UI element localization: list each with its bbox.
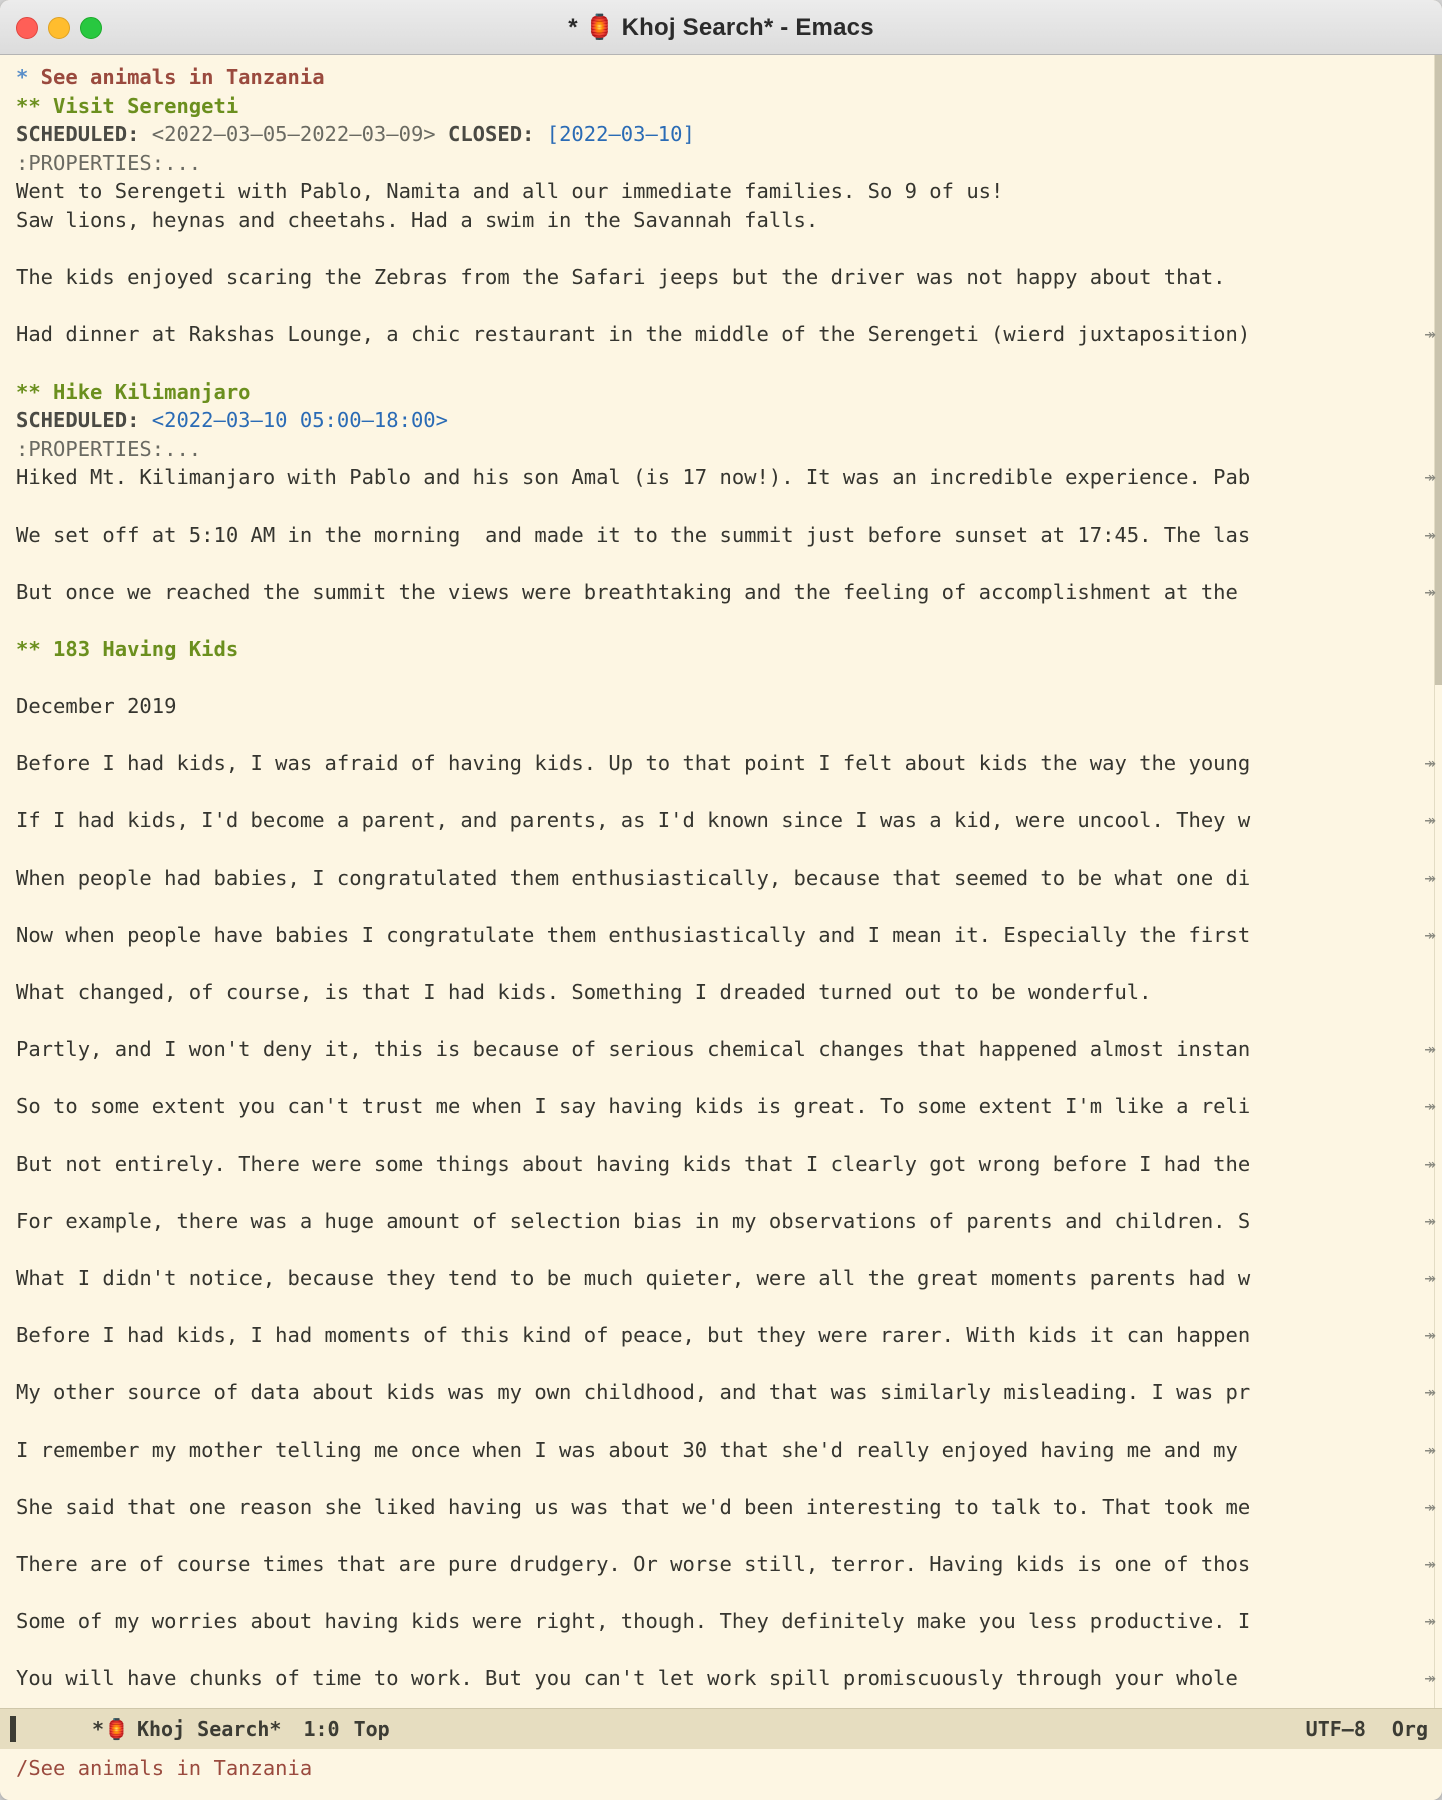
buffer-line bbox=[0, 378, 1442, 407]
window-controls bbox=[16, 17, 102, 39]
window-title-main: Khoj Search* bbox=[621, 14, 774, 41]
buffer-text-line: Hiked Mt. Kilimanjaro with Pablo and his son Amal (is 17 now!). It was an incredible experience. Pab ↠ bbox=[0, 463, 1442, 492]
org-properties-drawer[interactable]: :PROPERTIES:... bbox=[16, 436, 202, 461]
minimize-button[interactable] bbox=[48, 17, 70, 39]
org-properties-drawer[interactable]: :PROPERTIES:... bbox=[16, 150, 202, 175]
buffer-text-line: Went to Serengeti with Pablo, Namita and all our immediate families. So 9 of us! bbox=[16, 179, 1004, 204]
org-scheduled-keyword: SCHEDULED: bbox=[16, 122, 140, 147]
modeline-mark bbox=[10, 1716, 16, 1742]
buffer-line bbox=[0, 406, 1442, 435]
org-scheduled-timestamp[interactable]: <2022‒03‒10 05:00‒18:00> bbox=[139, 408, 448, 433]
buffer-text-line: What I didn't notice, because they tend to be much quieter, were all the great moments parents had w ↠ bbox=[0, 1264, 1442, 1293]
buffer-text-line: What changed, of course, is that I had kids. Something I dreaded turned out to be wonderful. bbox=[16, 980, 1152, 1004]
line-continuation-arrow-icon: ↠ bbox=[1424, 809, 1436, 832]
line-continuation-arrow-icon: ↠ bbox=[1424, 923, 1436, 946]
modeline-coding: UTF‒8 bbox=[1305, 1717, 1366, 1741]
modeline-right bbox=[1306, 1717, 1428, 1741]
org-bullet: ** bbox=[16, 379, 41, 404]
buffer-line bbox=[0, 1007, 1442, 1036]
modeline-scroll-state: Top bbox=[353, 1717, 390, 1741]
mode-line bbox=[0, 1708, 1442, 1749]
line-continuation-arrow-icon: ↠ bbox=[1424, 752, 1436, 775]
buffer-text-line: Now when people have babies I congratulate them enthusiastically and I mean it. Especially the first ↠ bbox=[0, 921, 1442, 950]
window-title bbox=[0, 0, 1442, 55]
line-continuation-arrow-icon: ↠ bbox=[1424, 1610, 1436, 1633]
buffer-line bbox=[0, 1178, 1442, 1207]
org-bullet: ** bbox=[16, 636, 41, 661]
org-bullet: ** bbox=[16, 93, 41, 118]
org-heading-level1: See animals in Tanzania bbox=[28, 65, 325, 89]
buffer-text-line: You will have chunks of time to work. But you can't let work spill promiscuously through your whole ↠ bbox=[0, 1664, 1442, 1693]
buffer-line bbox=[0, 549, 1442, 578]
buffer-line bbox=[0, 349, 1442, 378]
line-continuation-arrow-icon: ↠ bbox=[1424, 1324, 1436, 1347]
buffer-text-line: When people had babies, I congratulated them enthusiastically, because that seemed to be what one di ↠ bbox=[0, 864, 1442, 893]
buffer-line bbox=[0, 1693, 1442, 1708]
org-buffer[interactable] bbox=[0, 55, 1442, 1708]
buffer-text-line: Partly, and I won't deny it, this is because of serious chemical changes that happened almost instan ↠ bbox=[0, 1035, 1442, 1064]
zoom-button[interactable] bbox=[80, 17, 102, 39]
modeline-buffer-star: * bbox=[92, 1717, 105, 1741]
lantern-icon-modeline: 🏮 bbox=[104, 1717, 129, 1741]
org-heading-level2: 183 Having Kids bbox=[40, 636, 239, 661]
buffer-text-line: So to some extent you can't trust me when I say having kids is great. To some extent I'm like a reli ↠ bbox=[0, 1092, 1442, 1121]
buffer-text-line: We set off at 5:10 AM in the morning and made it to the summit just before sunset at 17:45. The las ↠ bbox=[0, 521, 1442, 550]
minibuffer[interactable] bbox=[0, 1749, 1442, 1800]
org-scheduled-timestamp[interactable]: <2022‒03‒05‒2022‒03‒09> bbox=[139, 122, 448, 147]
buffer-text-line: There are of course times that are pure drudgery. Or worse still, terror. Having kids is one of thos ↠ bbox=[0, 1550, 1442, 1579]
buffer-text-line: My other source of data about kids was my own childhood, and that was similarly misleading. I was pr ↠ bbox=[0, 1378, 1442, 1407]
org-closed-keyword: CLOSED: bbox=[447, 122, 535, 147]
buffer-line bbox=[0, 1407, 1442, 1436]
org-scheduled-keyword: SCHEDULED: bbox=[16, 408, 140, 433]
buffer-line bbox=[0, 635, 1442, 664]
buffer-text-line: But once we reached the summit the views were breathtaking and the feeling of accomplishment at the ↠ bbox=[0, 578, 1442, 607]
line-continuation-arrow-icon: ↠ bbox=[1424, 1381, 1436, 1404]
modeline-major-mode: Org bbox=[1391, 1717, 1428, 1741]
buffer-line bbox=[0, 892, 1442, 921]
lantern-icon: 🏮 bbox=[584, 13, 615, 41]
buffer-line bbox=[0, 63, 1442, 92]
line-continuation-arrow-icon: ↠ bbox=[1424, 1095, 1436, 1118]
buffer-text-line: But not entirely. There were some things about having kids that I clearly got wrong before I had the ↠ bbox=[0, 1150, 1442, 1179]
buffer-line bbox=[0, 92, 1442, 121]
window-title-suffix: - Emacs bbox=[773, 14, 874, 41]
buffer-line bbox=[0, 292, 1442, 321]
buffer-text-line: Before I had kids, I was afraid of having kids. Up to that point I felt about kids the way the young ↠ bbox=[0, 749, 1442, 778]
line-continuation-arrow-icon: ↠ bbox=[1424, 466, 1436, 489]
line-continuation-arrow-icon: ↠ bbox=[1424, 1266, 1436, 1289]
buffer-text-line: December 2019 bbox=[16, 694, 177, 719]
buffer-line bbox=[0, 1350, 1442, 1379]
buffer-line bbox=[0, 949, 1442, 978]
buffer-line bbox=[0, 663, 1442, 692]
line-continuation-arrow-icon: ↠ bbox=[1424, 580, 1436, 603]
buffer-line bbox=[0, 1578, 1442, 1607]
buffer-line bbox=[0, 606, 1442, 635]
line-continuation-arrow-icon: ↠ bbox=[1424, 1038, 1436, 1061]
line-continuation-arrow-icon: ↠ bbox=[1424, 523, 1436, 546]
line-continuation-arrow-icon: ↠ bbox=[1424, 1552, 1436, 1575]
buffer-line bbox=[0, 1464, 1442, 1493]
org-bullet: * bbox=[16, 65, 29, 89]
buffer-text-line: Saw lions, heynas and cheetahs. Had a swim in the Savannah falls. bbox=[16, 207, 819, 232]
buffer-text-line: Some of my worries about having kids were right, though. They definitely make you less productive. I ↠ bbox=[0, 1607, 1442, 1636]
line-continuation-arrow-icon: ↠ bbox=[1424, 1495, 1436, 1518]
line-continuation-arrow-icon: ↠ bbox=[1424, 323, 1436, 346]
buffer-line bbox=[0, 1121, 1442, 1150]
window-title-prefix: * bbox=[568, 14, 585, 41]
buffer-text-line: She said that one reason she liked having us was that we'd been interesting to talk to. That took me ↠ bbox=[0, 1493, 1442, 1522]
line-continuation-arrow-icon: ↠ bbox=[1424, 866, 1436, 889]
buffer-line bbox=[0, 721, 1442, 750]
buffer-line bbox=[0, 492, 1442, 521]
buffer-text-line: The kids enjoyed scaring the Zebras from the Safari jeeps but the driver was not happy about that. bbox=[16, 265, 1226, 290]
buffer-line bbox=[0, 120, 1442, 149]
line-continuation-arrow-icon: ↠ bbox=[1424, 1152, 1436, 1175]
line-continuation-arrow-icon: ↠ bbox=[1424, 1667, 1436, 1690]
buffer-line bbox=[0, 1293, 1442, 1322]
title-bar bbox=[0, 0, 1442, 55]
buffer-text-line: Before I had kids, I had moments of this kind of peace, but they were rarer. With kids it can happen ↠ bbox=[0, 1321, 1442, 1350]
buffer-text-line: Had dinner at Rakshas Lounge, a chic restaurant in the middle of the Serengeti (wierd juxtaposition) ↠ bbox=[0, 320, 1442, 349]
modeline-position: 1:0 bbox=[303, 1717, 340, 1741]
org-closed-timestamp[interactable]: [2022‒03‒10] bbox=[534, 122, 695, 147]
close-button[interactable] bbox=[16, 17, 38, 39]
buffer-line bbox=[0, 778, 1442, 807]
buffer-line bbox=[0, 1521, 1442, 1550]
line-continuation-arrow-icon: ↠ bbox=[1424, 1438, 1436, 1461]
buffer-text-line: For example, there was a huge amount of selection bias in my observations of parents and children. S ↠ bbox=[0, 1207, 1442, 1236]
line-continuation-arrow-icon: ↠ bbox=[1424, 1209, 1436, 1232]
minibuffer-text: /See animals in Tanzania bbox=[16, 1756, 313, 1780]
org-heading-level2: Hike Kilimanjaro bbox=[40, 379, 251, 404]
buffer-line bbox=[0, 835, 1442, 864]
buffer-line bbox=[0, 1064, 1442, 1093]
modeline-buffer-name: Khoj Search* bbox=[136, 1717, 282, 1741]
buffer-text-line: I remember my mother telling me once when I was about 30 that she'd really enjoyed having me and my ↠ bbox=[0, 1436, 1442, 1465]
buffer-line bbox=[0, 1636, 1442, 1665]
buffer-line bbox=[0, 1235, 1442, 1264]
buffer-text-line: If I had kids, I'd become a parent, and parents, as I'd known since I was a kid, were uncool. They w ↠ bbox=[0, 806, 1442, 835]
buffer-line bbox=[0, 235, 1442, 264]
modeline-left bbox=[14, 1717, 390, 1741]
org-heading-level2: Visit Serengeti bbox=[40, 93, 239, 118]
